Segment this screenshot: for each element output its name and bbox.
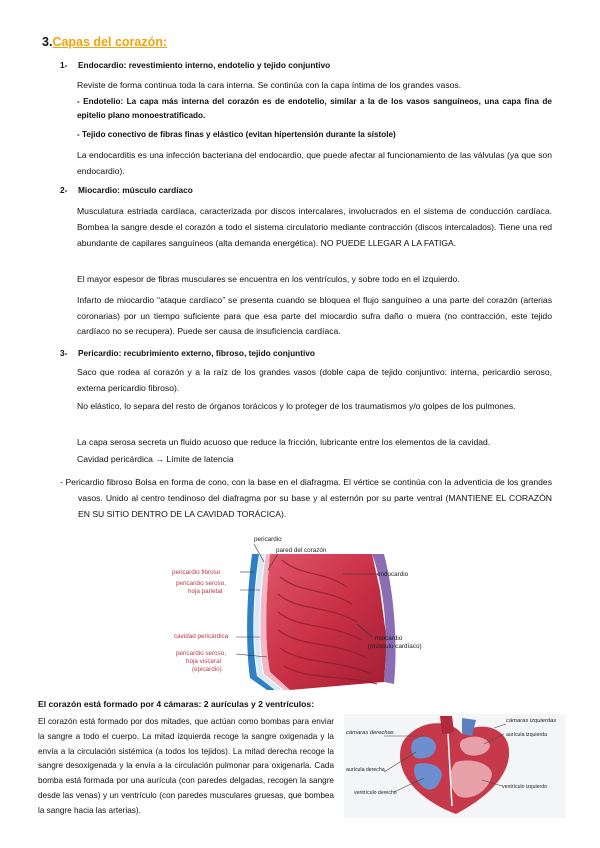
label-camaras-derechas: cámaras derechas <box>346 730 394 736</box>
endocardio-p4: La endocarditis es una infección bacteriana del endocardio, que puede afectar al funcionamiento de las válvulas (ya que son endocardio). <box>77 150 552 176</box>
pericardio-p3: La capa serosa secreta un fluido acuoso que reduce la fricción, lubricante entre los elementos de la cavidad. <box>77 437 491 447</box>
vessels-shape <box>440 716 454 734</box>
label-visceral-1: pericardio seroso, <box>176 650 227 657</box>
label-pared: pared del corazón <box>276 547 327 554</box>
heading-pericardio: 3- Pericardio: recubrimiento externo, fibroso, tejido conjuntivo <box>60 348 315 358</box>
label-seroso-parietal-2: hoja parietal <box>188 588 223 595</box>
label-cavidad: cavidad pericárdica <box>174 633 229 640</box>
endocardio-tejido: - Tejido conectivo de fibras finas y elástico (evitan hipertensión durante la sístole) <box>77 130 396 139</box>
pericardio-fibroso: - Pericardio fibroso Bolsa en forma de cono, con la base en el diafragma. El vértice se continúa con la adventicia de los grandes vasos. Unido al centro tendinoso del diafragma por su base y al esternón por su parte ventral (MANTIENE EL CORAZÓN EN SU SITIO DENTRO DE LA CAVIDAD TORÁCICA). <box>60 477 553 519</box>
endocardio-endotelio: - Endotelio: La capa más interna del corazón es de endotelio, similar a la de los vasos sanguíneos, una capa fina de epitelio plano monoestratificado. <box>77 97 552 120</box>
label-auricula-izquierda: aurícula izquierda <box>506 732 547 738</box>
label-ventriculo-derecho: ventrículo derecho <box>354 790 397 796</box>
camaras-p1: El corazón está formado por dos mitades, que actúan como bombas para enviar la sangre a todo el cuerpo. La mitad izquierda recoge la sangre oxigenada y la envía a la circulación sistémica (a todos los tejidos). La mitad derecha recoge la sangre desoxigenada y la envía a la circulación pulmonar para oxigenarla. Cada bomba está formada por una aurícula (con paredes delgadas, recogen la sangre desde las venas) y un ventrículo (con paredes musculares gruesas, que bombea la sangre hacia las arterias). <box>38 717 334 815</box>
label-miocardio-1: miocardio <box>375 635 403 642</box>
pericardio-p4: Cavidad pericárdica → Límite de latencia <box>77 454 234 464</box>
miocardio-p1: Musculatura estriada cardíaca, caracterizada por discos intercalares, involucrados en el sistema de conducción cardíaca. Bombea la sangre desde el corazón a todo el sistema circulatorio mediante contracción (discos intercalados). Tiene una red abundante de capilares sanguíneos (alta demanda energética). NO PUEDE LLEGAR A LA FATIGA. <box>77 206 552 248</box>
label-camaras-izquierdas: cámaras izquierdas <box>506 718 557 724</box>
heart-chambers-figure <box>344 714 566 818</box>
label-endocardio: endocardio <box>377 571 409 578</box>
miocardio-p3: Infarto de miocardio “ataque cardíaco” se presenta cuando se bloquea el flujo sanguíneo a una parte del corazón (arterias coronarias) por un tiempo suficiente para que esa parte del miocardio sufra daño o muera (no contracción, este tejido cardíaco no se recupera). Puede ser causa de insuficiencia cardíaca. <box>77 295 552 336</box>
section-title <box>42 35 167 49</box>
label-pericardio: pericardio <box>254 536 282 543</box>
miocardio-p2: El mayor espesor de fibras musculares se encuentra en los ventrículos, y sobre todo en el izquierdo. <box>77 274 460 284</box>
label-visceral-2: hoja visceral <box>186 658 221 665</box>
section-title-text: Capas del corazón: <box>52 35 168 49</box>
section-number: 3. <box>42 35 53 49</box>
label-miocardio-2: (músculo cardíaco) <box>368 643 422 650</box>
heading-miocardio: 2- Miocardio: músculo cardíaco <box>60 185 193 195</box>
label-fibroso: pericardio fibroso <box>172 569 221 576</box>
label-ventriculo-izquierdo: ventrículo izquierdo <box>502 784 547 790</box>
pericardio-p1: Saco que rodea al corazón y a la raíz de los grandes vasos (doble capa de tejido conjuntivo: interna, pericardio seroso, externa pericardio fibroso). <box>77 367 552 393</box>
endocardio-p1: Reviste de forma continua toda la cara interna. Se continúa con la capa íntima de los grandes vasos. <box>77 80 462 90</box>
label-visceral-3: (epicardio) <box>192 666 222 673</box>
heart-wall-figure <box>172 532 457 692</box>
heading-camaras: El corazón está formado por 4 cámaras: 2 aurículas y 2 ventrículos: <box>38 699 315 709</box>
heading-endocardio: 1- Endocardio: revestimiento interno, endotelio y tejido conjuntivo <box>60 60 331 70</box>
pericardio-p2: No elástico, lo separa del resto de órganos torácicos y lo proteger de los traumatismos y/o golpes de los pulmones. <box>77 401 516 411</box>
label-auricula-derecha: aurícula derecha <box>346 767 385 773</box>
label-seroso-parietal-1: pericardio seroso, <box>176 580 227 587</box>
myocardium-shape <box>266 554 387 690</box>
